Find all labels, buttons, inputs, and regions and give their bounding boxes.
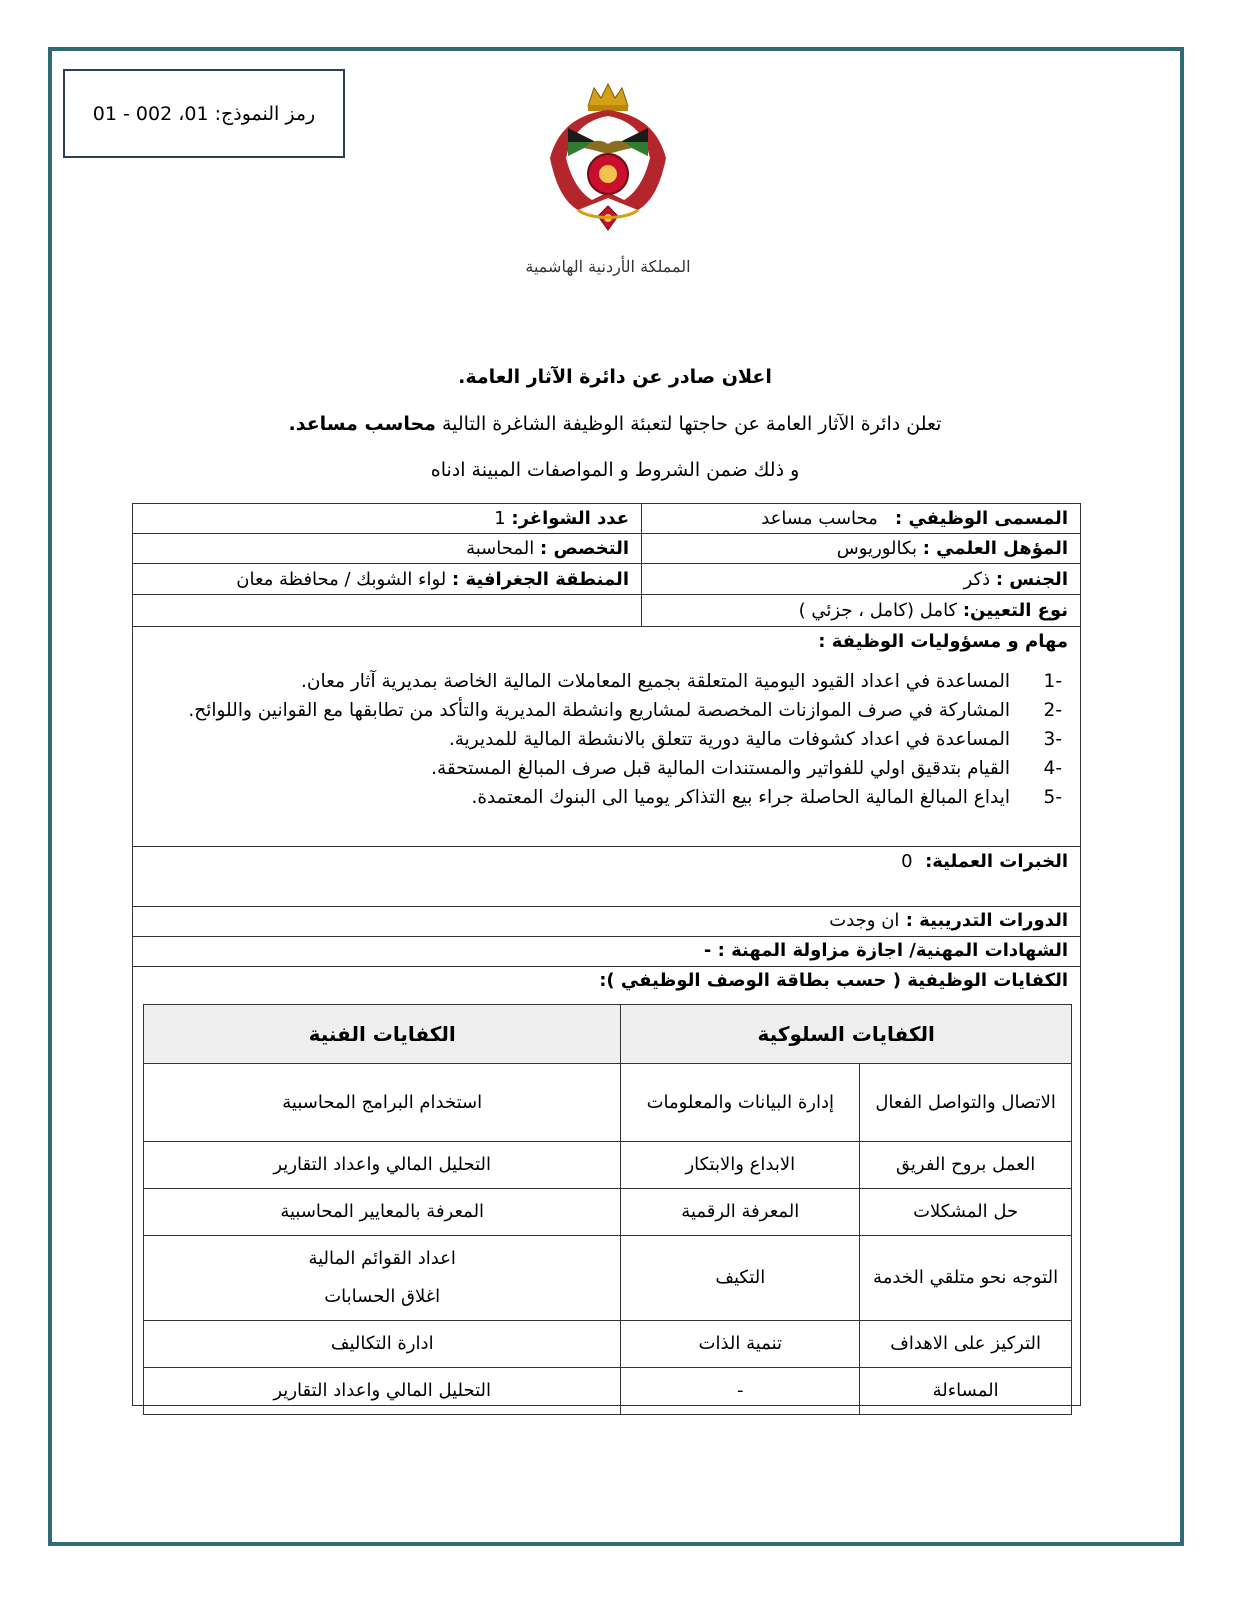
specialty-label: التخصص : — [539, 538, 629, 559]
task-item: -3 المساعدة في اعداد كشوفات مالية دورية تتعلق بالانشطة المالية للمديرية. — [448, 729, 1062, 750]
announcement-intro-text: تعلن دائرة الآثار العامة عن حاجتها لتعبئة الوظيفة الشاغرة التالية — [441, 413, 942, 435]
technical-cell-line: اعداد القوائم المالية — [308, 1248, 456, 1269]
courses-value: ان وجدت — [829, 910, 900, 931]
task-item: -5 ايداع المبالغ المالية الحاصلة جراء بيع التذاكر يوميا الى البنوك المعتمدة. — [471, 787, 1062, 808]
table-row — [144, 1142, 1072, 1189]
technical-cell: التحليل المالي واعداد التقارير — [144, 1368, 621, 1415]
behavioral-cell: التكيف — [621, 1236, 860, 1321]
gender-value: ذكر — [963, 568, 991, 590]
table-row — [144, 1064, 1072, 1142]
behavioral-cell: حل المشكلات — [860, 1189, 1072, 1236]
region-label: المنطقة الجغرافية : — [452, 568, 629, 590]
technical-cell: التحليل المالي واعداد التقارير — [144, 1142, 621, 1189]
task-item: -2 المشاركة في صرف الموازنات المخصصة لمشاريع وانشطة المديرية والتأكد من تطابقها مع القوانين واللوائح. — [188, 700, 1062, 721]
competencies-header-row — [144, 1005, 1072, 1064]
jordan-coat-of-arms-icon — [538, 78, 678, 238]
table-row — [144, 1236, 1072, 1321]
form-code-text: رمز النموذج: 01، 002 - 01 — [92, 102, 316, 125]
appointment-value: كامل (كامل ، جزئي ) — [798, 600, 958, 621]
announcement-intro: تعلن دائرة الآثار العامة عن حاجتها لتعبئة الوظيفة الشاغرة التالية محاسب مساعد. — [288, 413, 942, 435]
behavioral-cell: العمل بروح الفريق — [860, 1142, 1072, 1189]
behavioral-cell: إدارة البيانات والمعلومات — [621, 1064, 860, 1142]
technical-cell: ادارة التكاليف — [144, 1321, 621, 1368]
announcement-job-name: محاسب مساعد — [295, 413, 436, 435]
tasks-list — [140, 667, 1080, 812]
announcement-title: اعلان صادر عن دائرة الآثار العامة. — [458, 366, 772, 388]
specialty-value: المحاسبة — [466, 538, 535, 559]
courses-label: الدورات التدريبية : — [905, 910, 1068, 931]
tasks-section — [133, 627, 1080, 847]
behavioral-cell: التوجه نحو متلقي الخدمة — [860, 1236, 1072, 1321]
tasks-title: مهام و مسؤوليات الوظيفة : — [818, 631, 1068, 652]
job-title-value: محاسب مساعد — [761, 508, 878, 529]
qualification-label: المؤهل العلمي : — [922, 538, 1068, 559]
competencies-label: الكفايات الوظيفية ( حسب بطاقة الوصف الوظيفي ): — [599, 970, 1068, 991]
row-job-title — [133, 504, 1080, 534]
behavioral-cell: المعرفة الرقمية — [621, 1189, 860, 1236]
table-row — [144, 1321, 1072, 1368]
behavioral-cell: المساءلة — [860, 1368, 1072, 1415]
row-gender — [133, 564, 1080, 595]
row-qualification — [133, 534, 1080, 564]
qualification-value: بكالوريوس — [836, 538, 917, 559]
emblem-caption: المملكة الأردنية الهاشمية — [525, 257, 691, 276]
task-item: -4 القيام بتدقيق اولي للفواتير والمستندات المالية قبل صرف المبالغ المستحقة. — [431, 758, 1062, 779]
behavioral-cell: التركيز على الاهداف — [860, 1321, 1072, 1368]
behavioral-cell: الابداع والابتكار — [621, 1142, 860, 1189]
task-item: -1 المساعدة في اعداد القيود اليومية المتعلقة بجميع المعاملات المالية الخاصة بمديرية آثار معان. — [301, 671, 1062, 692]
courses-section — [133, 907, 1080, 937]
table-row — [144, 1368, 1072, 1415]
certificates-section — [133, 937, 1080, 967]
vacancies-label: عدد الشواغر: — [511, 508, 629, 529]
appointment-label: نوع التعيين: — [962, 600, 1068, 621]
certificates-value: - — [703, 940, 712, 961]
technical-cell-line: اغلاق الحسابات — [324, 1286, 441, 1307]
behavioral-cell: تنمية الذات — [621, 1321, 860, 1368]
job-title-label: المسمى الوظيفي : — [894, 508, 1068, 529]
technical-header: الكفايات الفنية — [144, 1005, 621, 1064]
job-details-table — [132, 503, 1081, 1406]
announcement-conditions: و ذلك ضمن الشروط و المواصفات المبينة ادناه — [430, 459, 800, 481]
form-code-box — [63, 69, 345, 158]
row-appointment — [133, 595, 1080, 627]
certificates-label: الشهادات المهنية/ اجازة مزاولة المهنة : — [717, 940, 1068, 961]
behavioral-cell: الاتصال والتواصل الفعال — [860, 1064, 1072, 1142]
competencies-table — [143, 1004, 1072, 1415]
gender-label: الجنس : — [995, 568, 1068, 590]
table-row — [144, 1189, 1072, 1236]
vacancies-value: 1 — [494, 508, 506, 529]
region-value: لواء الشوبك / محافظة معان — [236, 568, 447, 590]
behavioral-header: الكفايات السلوكية — [621, 1005, 1072, 1064]
experience-value: 0 — [901, 851, 913, 872]
experience-label: الخبرات العملية: — [925, 851, 1068, 872]
technical-cell: المعرفة بالمعايير المحاسبية — [144, 1189, 621, 1236]
technical-cell — [144, 1236, 621, 1321]
technical-cell: استخدام البرامج المحاسبية — [144, 1064, 621, 1142]
experience-section — [133, 847, 1080, 907]
behavioral-cell: - — [621, 1368, 860, 1415]
